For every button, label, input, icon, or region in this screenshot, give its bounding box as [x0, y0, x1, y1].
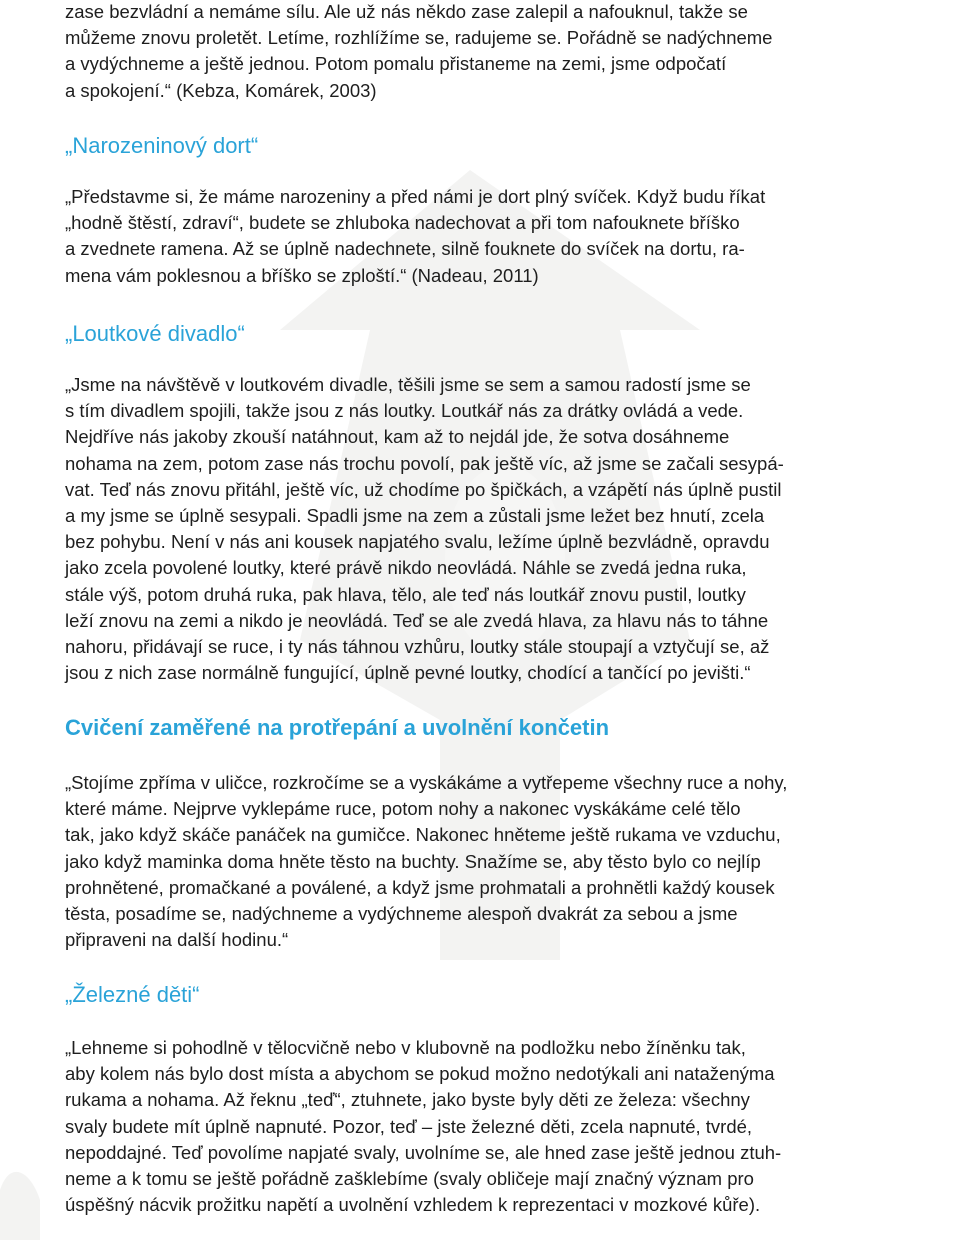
text-line: jsou z nich zase normálně fungující, úplně pevné loutky, chodící a tančící po jevišti.“ [65, 662, 751, 684]
text-line: leží znovu na zemi a nikdo je neovládá. Teď se ale zvedá hlava, za hlavu nás to táhne [65, 609, 769, 631]
text-line: nepoddajné. Teď povolíme napjaté svaly, uvolníme se, ale hned zase ještě jednou ztuh- [65, 1141, 782, 1163]
text-line: zase bezvládní a nemáme sílu. Ale už nás někdo zase zalepil a nafouknul, takže se [65, 1, 748, 22]
paragraph-zelezne-deti [65, 1035, 835, 1218]
paragraph-cviceni-protrepani [65, 770, 835, 953]
text-line: aby kolem nás bylo dost místa a abychom se pokud možno nedotýkali ani nataženýma [65, 1063, 775, 1085]
text-line: nahoru, přidávají se ruce, i ty nás táhnou vzhůru, loutky stále stoupají a vztyčují se, až [65, 636, 770, 658]
text-line: a zvednete ramena. Až se úplně nadechnete, silně fouknete do svíček na dortu, ra- [65, 238, 745, 260]
text-line: „Jsme na návštěvě v loutkovém divadle, těšili jsme se sem a samou radostí jsme se [65, 374, 751, 395]
text-line: bez pohybu. Není v nás ani kousek napjatého svalu, ležíme úplně bezvládně, opravdu [65, 531, 770, 553]
text-line: prohnětené, promačkané a poválené, a když jsme prohmatali a prohnětli každý kousek [65, 876, 775, 898]
text-line: neme a k tomu se ještě pořádně zašklebíme (svaly obličeje mají značný význam pro [65, 1168, 754, 1190]
text-line: svaly budete mít úplně napnuté. Pozor, teď – jste železné děti, zcela napnuté, tvrdé, [65, 1115, 753, 1137]
text-line: a my jsme se úplně sesypali. Spadli jsme na zem a zůstali jsme ležet bez hnutí, zcela [65, 505, 765, 527]
text-line: jako zcela povolené loutky, které právě nikdo neovládá. Náhle se zvedá jedna ruka, [65, 557, 747, 579]
text-line: „Lehneme si pohodlně v tělocvičně nebo v klubovně na podložku nebo žíněnku tak, [65, 1037, 746, 1058]
text-line: rukama a nohama. Až řeknu „teď“, ztuhnete, jako byste byly děti ze železa: všechny [65, 1089, 750, 1111]
text-line: Nejdříve nás jakoby zkouší natáhnout, kam až to nejdál jde, že sotva dosáhneme [65, 426, 730, 448]
text-line: vat. Teď nás znovu přitáhl, ještě víc, už chodíme po špičkách, a vzápětí nás úplně pustil [65, 478, 782, 500]
text-line: „Představme si, že máme narozeniny a před námi je dort plný svíček. Když budu říkat [65, 186, 766, 207]
heading-loutkove-divadlo: „Loutkové divadlo“ [65, 321, 245, 346]
text-line: a spokojení.“ (Kebza, Komárek, 2003) [65, 79, 377, 101]
text-line: a vydýchneme a ještě jednou. Potom pomalu přistaneme na zemi, jsme odpočatí [65, 53, 727, 75]
text-line: těsta, posadíme se, nadýchneme a vydýchneme alespoň dvakrát za sebou a jsme [65, 903, 738, 925]
text-line: jako když maminka doma hněte těsto na buchty. Snažíme se, aby těsto bylo co nejlíp [65, 850, 761, 872]
paragraph-narozeninovy-dort [65, 184, 835, 289]
heading-cviceni-protrepani: Cvičení zaměřené na protřepání a uvolnění končetin [65, 715, 610, 740]
text-line: s tím divadlem spojili, takže jsou z nás loutky. Loutkář nás za drátky ovládá a vede. [65, 400, 744, 422]
text-line: „hodně štěstí, zdraví“, budete se zhluboka nadechovat a při tom nafouknete bříško [65, 212, 740, 234]
text-line: mena vám poklesnou a bříško se zploští.“ (Nadeau, 2011) [65, 264, 539, 286]
heading-zelezne-deti: „Železné děti“ [65, 982, 200, 1007]
text-line: nohama na zem, potom zase nás trochu povolí, pak ještě víc, až jsme se začali sesypá- [65, 452, 784, 474]
text-line: „Stojíme zpříma v uličce, rozkročíme se a vyskákáme a vytřepeme všechny ruce a nohy, [65, 772, 788, 793]
heading-narozeninovy-dort: „Narozeninový dort“ [65, 133, 259, 158]
paragraph-breathing-ending [65, 0, 835, 104]
paragraph-loutkove-divadlo [65, 372, 835, 686]
text-line: stále výš, potom druhá ruka, pak hlava, tělo, ale teď nás loutkář znovu pustil, loutky [65, 583, 746, 605]
text-line: úspěšný nácvik prožitku napětí a uvolnění vzhledem k reprezentaci v mozkové kůře). [65, 1194, 761, 1216]
text-line: můžeme znovu proletět. Letíme, rozhlížíme se, radujeme se. Pořádně se nadýchneme [65, 27, 773, 49]
text-line: připraveni na další hodinu.“ [65, 929, 289, 951]
text-line: které máme. Nejprve vyklepáme ruce, potom nohy a nakonec vyskákáme celé tělo [65, 798, 741, 820]
text-line: tak, jako když skáče panáček na gumičce. Nakonec hněteme ještě rukama ve vzduchu, [65, 824, 781, 846]
